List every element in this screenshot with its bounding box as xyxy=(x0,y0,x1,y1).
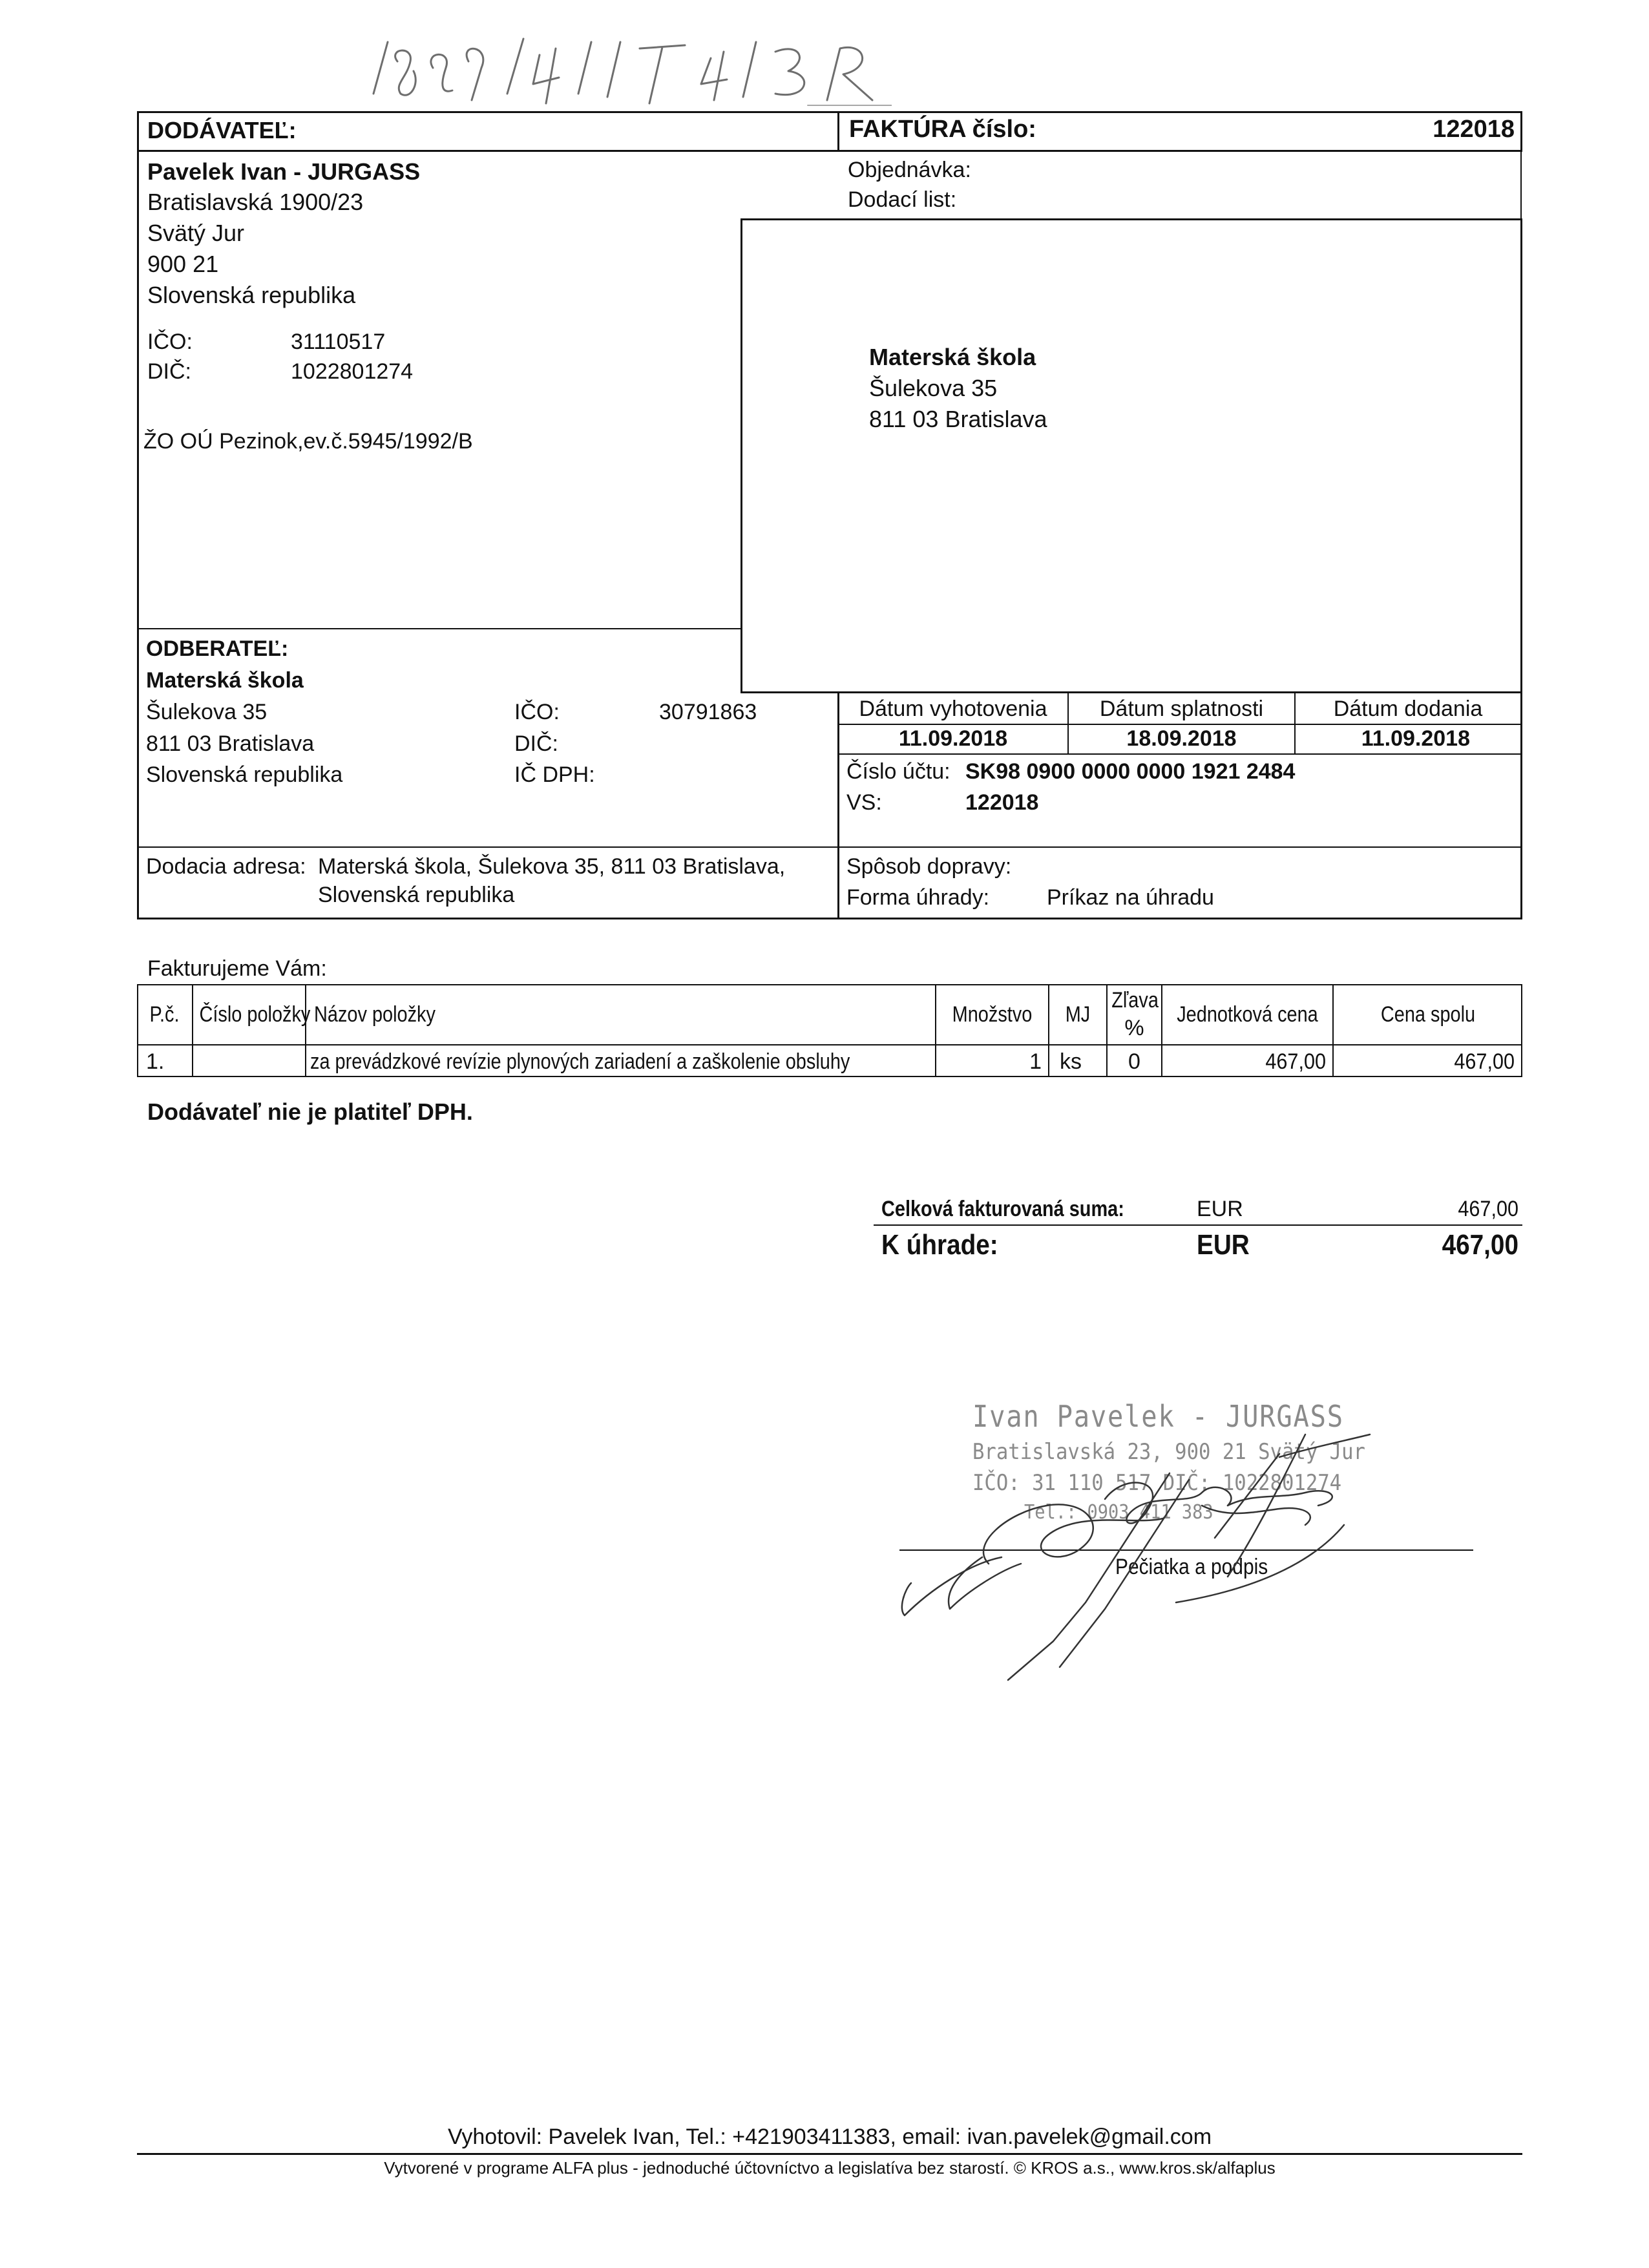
stamp-line-4: Tel.: 0903 411 383 xyxy=(1024,1501,1213,1524)
row-1-qty: 1 xyxy=(1029,1049,1042,1074)
recipient-name: Materská škola xyxy=(869,344,1036,370)
dates-header-bottom-rule xyxy=(837,724,1522,725)
handwritten-reference xyxy=(362,23,892,107)
col-divider-pc xyxy=(192,984,193,1077)
payment-method-label: Forma úhrady: xyxy=(846,885,990,910)
row-1-unit: ks xyxy=(1060,1049,1082,1074)
supplier-heading: DODÁVATEĽ: xyxy=(147,117,297,143)
invoiced-total-label: Celková fakturovaná suma: xyxy=(881,1197,1124,1221)
due-date: 18.09.2018 xyxy=(1126,726,1237,751)
row-1-pc: 1. xyxy=(146,1049,165,1074)
col-divider-qty xyxy=(1048,984,1049,1077)
supplier-country: Slovenská republika xyxy=(147,282,356,308)
invoiced-total-amount: 467,00 xyxy=(1458,1197,1518,1221)
col-divider-discount xyxy=(1161,984,1162,1077)
customer-name: Materská škola xyxy=(146,668,304,693)
items-intro: Fakturujeme Vám: xyxy=(147,956,327,981)
supplier-registration: ŽO OÚ Pezinok,ev.č.5945/1992/B xyxy=(143,429,473,454)
customer-country: Slovenská republika xyxy=(146,762,343,787)
header-pc: P.č. xyxy=(149,1002,180,1027)
supplier-dic-label: DIČ: xyxy=(147,359,191,384)
customer-city: 811 03 Bratislava xyxy=(146,731,315,756)
supplier-ico: 31110517 xyxy=(291,330,386,354)
header-block-bottom-rule xyxy=(137,918,1522,919)
due-total-label: K úhrade: xyxy=(881,1229,998,1261)
delivery-address-line2: Slovenská republika xyxy=(318,883,515,907)
stamp-line-3: IČO: 31 110 517 DIČ: 1022801274 xyxy=(972,1470,1342,1496)
due-total-amount: 467,00 xyxy=(1442,1229,1518,1261)
invoice-number: 122018 xyxy=(1433,116,1515,143)
row-1-name: za prevádzkové revízie plynových zariadení a zaškolenie obsluhy xyxy=(310,1049,850,1074)
totals-rule xyxy=(874,1224,1522,1226)
customer-icdph-label: IČ DPH: xyxy=(514,762,595,787)
issue-date: 11.09.2018 xyxy=(898,726,1008,751)
recipient-street: Šulekova 35 xyxy=(869,375,998,401)
header-unit-price: Jednotková cena xyxy=(1177,1002,1318,1027)
row-1-discount: 0 xyxy=(1128,1049,1140,1074)
recipient-window-box xyxy=(740,218,1522,693)
invoice-title: FAKTÚRA číslo: xyxy=(849,116,1036,143)
invoiced-total-currency: EUR xyxy=(1197,1197,1243,1221)
recipient-city: 811 03 Bratislava xyxy=(869,406,1047,432)
supplier-zip: 900 21 xyxy=(147,251,219,277)
due-date-label: Dátum splatnosti xyxy=(1099,697,1264,721)
supplier-street: Bratislavská 1900/23 xyxy=(147,189,364,215)
vs-value: 122018 xyxy=(965,790,1039,815)
row-1-unit-price: 467,00 xyxy=(1265,1049,1326,1074)
right-block-right-border xyxy=(1520,693,1522,919)
items-table-header-rule xyxy=(137,1044,1522,1045)
dates-values-bottom-rule xyxy=(837,753,1522,755)
footer-issuer: Vyhotovil: Pavelek Ivan, Tel.: +421903411383, email: ivan.pavelek@gmail.com xyxy=(447,2125,1212,2149)
header-total: Cena spolu xyxy=(1380,1002,1476,1027)
col-divider-unitprice xyxy=(1332,984,1334,1077)
customer-ico: 30791863 xyxy=(659,700,757,724)
supplier-heading-rule xyxy=(137,150,846,152)
supplier-dic: 1022801274 xyxy=(291,359,414,384)
supplier-name: Pavelek Ivan - JURGASS xyxy=(147,158,421,185)
supplier-ico-label: IČO: xyxy=(147,330,193,354)
customer-street: Šulekova 35 xyxy=(146,700,268,724)
vat-note: Dodávateľ nie je platiteľ DPH. xyxy=(147,1098,473,1125)
row-1-total: 467,00 xyxy=(1454,1049,1515,1074)
header-discount-bottom: % xyxy=(1124,1016,1144,1040)
invoice-info-right-border xyxy=(1520,150,1522,221)
delivery-date-label: Dátum dodania xyxy=(1333,697,1483,721)
handwritten-signature xyxy=(892,1396,1409,1693)
vs-label: VS: xyxy=(846,790,882,815)
payment-method: Príkaz na úhradu xyxy=(1047,885,1214,910)
stamp-line-1: Ivan Pavelek - JURGASS xyxy=(972,1399,1344,1434)
delivery-note-label: Dodací list: xyxy=(848,187,957,212)
delivery-address-line1: Materská škola, Šulekova 35, 811 03 Bratislava, xyxy=(318,854,786,879)
account-label: Číslo účtu: xyxy=(846,759,951,784)
header-code: Číslo položky xyxy=(199,1002,311,1027)
transport-label: Spôsob dopravy: xyxy=(846,854,1012,879)
customer-dic-label: DIČ: xyxy=(514,731,558,756)
header-name: Názov položky xyxy=(314,1002,436,1027)
signature-label: Pečiatka a podpis xyxy=(1115,1555,1268,1579)
account-number: SK98 0900 0000 0000 1921 2484 xyxy=(965,759,1296,784)
col-divider-code xyxy=(305,984,306,1077)
footer-software: Vytvorené v programe ALFA plus - jednoduché účtovníctvo a legislatíva bez starostí. © KROS a.s., www.kros.sk/alfaplus xyxy=(384,2158,1276,2178)
delivery-address-label: Dodacia adresa: xyxy=(146,854,306,879)
customer-top-rule xyxy=(137,628,742,629)
delivery-section-top-rule xyxy=(137,846,1522,848)
customer-ico-label: IČO: xyxy=(514,700,560,724)
stamp-line-2: Bratislavská 23, 900 21 Svätý Jur xyxy=(972,1439,1365,1465)
due-total-currency: EUR xyxy=(1197,1229,1250,1261)
customer-heading: ODBERATEĽ: xyxy=(146,636,289,661)
footer-rule xyxy=(137,2153,1522,2155)
delivery-date: 11.09.2018 xyxy=(1361,726,1470,751)
supplier-city: Svätý Jur xyxy=(147,220,245,246)
issue-date-label: Dátum vyhotovenia xyxy=(859,697,1047,721)
header-unit: MJ xyxy=(1065,1002,1091,1027)
header-discount-top: Zľava xyxy=(1111,988,1159,1013)
header-qty: Množstvo xyxy=(952,1002,1033,1027)
order-label: Objednávka: xyxy=(848,158,971,182)
